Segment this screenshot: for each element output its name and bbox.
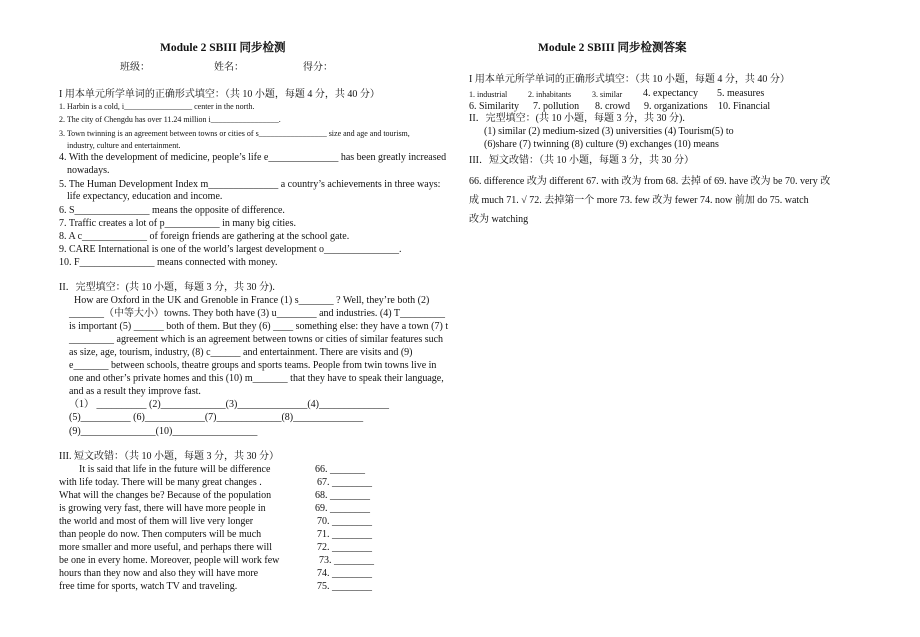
question-line: industry, culture and entertainment. <box>67 141 181 150</box>
answer-blank: 69. ________ <box>315 503 370 514</box>
question-line: 7. Traffic creates a lot of p___________ in many big cities. <box>59 218 296 229</box>
question-line: 8. A c_____________ of foreign friends are gathering at the school gate. <box>59 231 350 242</box>
score-label: 得分： <box>303 62 333 73</box>
answer-item: 8. crowd <box>595 101 630 112</box>
section-1-heading: I 用本单元所学单词的正确形式填空：（共 10 小题，每题 4 分，共 40 分） <box>59 89 380 100</box>
class-label: 班级： <box>120 62 150 73</box>
question-line: 4. With the development of medicine, people’s life e______________ has been greatly increased <box>59 152 447 163</box>
answer-item: 5. measures <box>717 88 765 99</box>
cloze-line: _______（中等大小）towns. They both have (3) u________ and industries. (4) T_________ <box>69 308 445 319</box>
question-line: 9. CARE International is one of the world’s largest development o_______________. <box>59 244 402 255</box>
cloze-line: as size, age, tourism, industry, (8) c______ and entertainment. There are visits and (9) <box>69 347 413 358</box>
answer-blank: 66. _______ <box>315 464 365 475</box>
answer-item: 1. industrial <box>469 90 508 99</box>
cloze-line: is important (5) ______ both of them. But they (6) ____ something else: they have a town (7) t <box>69 321 449 332</box>
question-line: 3. Town twinning is an agreement between towns or cities of s_________________ size and age and tourism, <box>59 129 410 138</box>
answer-line: 成 much 71. √ 72. 去掉第一个 more 73. few 改为 fewer 74. now 前加 do 75. watch <box>469 195 809 206</box>
answer-section-1-heading: I 用本单元所学单词的正确形式填空：（共 10 小题，每题 4 分，共 40 分） <box>469 74 790 85</box>
passage-line: with life today. There will be many great changes . <box>59 477 262 488</box>
answer-title: Module 2 SBIII 同步检测答案 <box>538 42 687 54</box>
passage-line: hours than they now and also they will have more <box>59 568 259 579</box>
cloze-line: How are Oxford in the UK and Grenoble in France (1) s_______ ? Well, they’re both (2) <box>74 295 430 306</box>
question-line: 2. The city of Chengdu has over 11.24 million i_________________. <box>59 115 281 124</box>
passage-line: the world and most of them will live very longer <box>59 516 254 527</box>
answer-line: (6)share (7) twinning (8) culture (9) exchanges (10) means <box>484 139 719 150</box>
page-title: Module 2 SBIII 同步检测 <box>160 42 286 54</box>
answer-blank: 70. ________ <box>317 516 372 527</box>
question-line: 10. F_______________ means connected with money. <box>59 257 278 268</box>
cloze-line: _________ agreement which is an agreement between towns or cities of similar features such <box>69 334 444 345</box>
question-line: life expectancy, education and income. <box>67 191 223 202</box>
passage-line: more smaller and more useful, and perhaps there will <box>59 542 272 553</box>
answer-item: 7. pollution <box>533 101 580 112</box>
answer-blank: 72. ________ <box>317 542 372 553</box>
cloze-answer-line: （1） __________ (2)_____________(3)______________(4)______________ <box>69 399 389 410</box>
answer-item: 2. inhabitants <box>528 90 572 99</box>
answer-line: 66. difference 改为 different 67. with 改为 from 68. 去掉 of 69. have 改为 be 70. very 改 <box>469 176 831 187</box>
answer-blank: 71. ________ <box>317 529 372 540</box>
answer-item: 3. similar <box>592 90 623 99</box>
cloze-answer-line: (9)_______________(10)_________________ <box>69 426 258 437</box>
answer-blank: 67. ________ <box>317 477 372 488</box>
passage-line: What will the changes be? Because of the population <box>59 490 272 501</box>
answer-blank: 75. ________ <box>317 581 372 592</box>
answer-item: 6. Similarity <box>469 101 519 112</box>
answer-item: 4. expectancy <box>643 88 698 99</box>
section-2-heading: II．完型填空：(共 10 小题，每题 3 分，共 30 分). <box>59 282 275 293</box>
answer-section-2-heading: II．完型填空：(共 10 小题，每题 3 分，共 30 分). <box>469 113 685 124</box>
passage-line: It is said that life in the future will be difference <box>79 464 271 475</box>
answer-blank: 74. ________ <box>317 568 372 579</box>
passage-line: free time for sports, watch TV and traveling. <box>59 581 238 592</box>
question-line: nowadays. <box>67 165 110 176</box>
answer-line: 改为 watching <box>469 214 529 225</box>
answer-section-3-heading: III．短文改错：（共 10 小题，每题 3 分，共 30 分） <box>469 155 694 166</box>
answer-item: 10. Financial <box>718 101 771 112</box>
name-label: 姓名： <box>214 62 244 73</box>
question-line: 1. Harbin is a cold, i_________________ center in the north. <box>59 102 255 111</box>
cloze-line: e_______ between schools, theatre groups and sports teams. People from twin towns live in <box>69 360 437 371</box>
passage-line: than people do now. Then computers will be much <box>59 529 262 540</box>
cloze-answer-line: (5)__________ (6)____________(7)_____________(8)______________ <box>69 412 364 423</box>
answer-line: (1) similar (2) medium-sized (3) universities (4) Tourism(5) to <box>484 126 734 137</box>
answer-blank: 73. ________ <box>319 555 374 566</box>
question-line: 6. S_______________ means the opposite of difference. <box>59 205 285 216</box>
question-line: 5. The Human Development Index m______________ a country’s achievements in three ways: <box>59 179 441 190</box>
passage-line: is growing very fast, there will have more people in <box>59 503 266 514</box>
cloze-line: one and other’s private homes and this (10) m_______ that they have to speak their language, <box>69 373 444 384</box>
answer-item: 9. organizations <box>644 101 708 112</box>
passage-line: be one in every home. Moreover, people will work few <box>59 555 280 566</box>
answer-blank: 68. ________ <box>315 490 370 501</box>
section-3-heading: III. 短文改错：（共 10 小题，每题 3 分，共 30 分） <box>59 451 279 462</box>
cloze-line: and as a result they improve fast. <box>69 386 201 397</box>
